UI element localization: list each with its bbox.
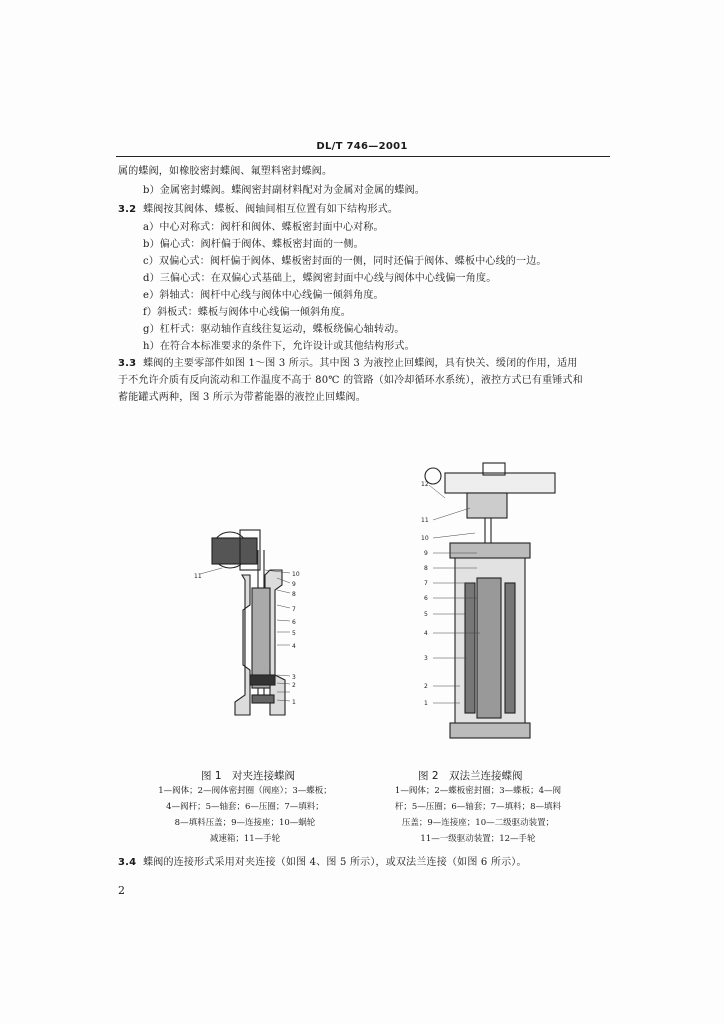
form-item: h）在符合本标准要求的条件下，允许设计或其他结构形式。 — [143, 341, 415, 352]
section-text: 蝶阀按其阀体、蝶板、阀轴间相互位置有如下结构形式。 — [143, 204, 399, 215]
figure-1-caption: 图 1 对夹连接蝶阀 — [201, 770, 296, 782]
part-label: 1 — [292, 699, 296, 706]
disc — [252, 588, 270, 688]
part-label: 10 — [292, 571, 300, 578]
part-label: 4 — [292, 643, 296, 650]
part-label: 3 — [292, 674, 296, 681]
legend-line: 压盖；9—连接座；10—二级驱动装置； — [401, 818, 555, 828]
part-label: 6 — [424, 595, 428, 602]
part-label: 8 — [292, 591, 296, 598]
header-rule — [116, 156, 610, 157]
section-number: 3.2 — [118, 204, 137, 215]
secondary-drive — [445, 473, 555, 493]
legend-line: 1—阀体；2—阀体密封圈（阀座）；3—蝶板； — [158, 786, 332, 796]
legend-line: 1—阀体；2—蝶板密封圈；3—蝶板；4—阀 — [394, 786, 562, 796]
section-3-3-line: 蓄能罐式两种，图 3 所示为带蓄能器的液控止回蝶阀。 — [118, 392, 366, 403]
section-text: 蝶阀的连接形式采用对夹连接（如图 4、图 5 所示），或双法兰连接（如图 6 所示）。 — [143, 857, 527, 868]
part-label: 11 — [194, 573, 202, 580]
part-label: 7 — [424, 580, 428, 587]
legend-line: 4—阀杆；5—轴套；6—压圈；7—填料； — [166, 802, 324, 812]
figure-2-legend — [378, 783, 578, 847]
disc — [477, 578, 501, 718]
standard-code-header: DL/T 746—2001 — [316, 141, 408, 152]
legend-line: 8—填料压盖；9—连接座；10—蜗轮 — [174, 818, 316, 828]
legend-line: 杆；5—压圈；6—轴套；7—填料；8—填料 — [394, 802, 562, 812]
form-item: d）三偏心式：在双偏心式基础上，蝶阀密封面中心线与阀体中心线偏一角度。 — [143, 273, 497, 284]
part-label: 10 — [421, 535, 429, 542]
part-label: 1 — [424, 700, 428, 707]
part-label: 5 — [292, 630, 296, 637]
part-label: 6 — [292, 619, 296, 626]
figure-1-wafer-valve-drawing — [140, 470, 315, 720]
part-label: 2 — [424, 683, 428, 690]
form-item: f）斜板式：蝶板与阀体中心线偏一倾斜角度。 — [143, 307, 351, 318]
section-3-4 — [118, 856, 527, 869]
part-label: 11 — [421, 517, 429, 524]
primary-drive — [467, 493, 507, 518]
legend-line: 11—一级驱动装置；12—手轮 — [420, 834, 536, 844]
item-b-metal-seal: b）金属密封蝶阀。蝶阀密封副材料配对为金属对金属的蝶阀。 — [143, 185, 426, 196]
form-item: g）杠杆式：驱动轴作直线往复运动，蝶板绕偏心轴转动。 — [143, 324, 405, 335]
section-3-3-line: 于不允许介质有反向流动和工作温度不高于 80℃ 的管路（如冷却循环水系统），液控方式已有重锤式和 — [118, 375, 583, 386]
worm-gearbox — [212, 538, 257, 564]
section-number: 3.4 — [118, 857, 137, 868]
part-label: 9 — [424, 550, 428, 557]
part-label: 4 — [424, 630, 428, 637]
body-line-continuation: 属的蝶阀，如橡胶密封蝶阀、氟塑料密封蝶阀。 — [118, 166, 333, 177]
legend-line: 减速箱；11—手轮 — [209, 834, 281, 844]
part-label: 9 — [292, 581, 296, 588]
form-item: c）双偏心式：阀杆偏于阀体、蝶板密封面的一侧，同时还偏于阀体、蝶板中心线的一边。 — [143, 256, 547, 267]
part-label: 7 — [292, 606, 296, 613]
figure-1-legend — [150, 783, 340, 847]
part-label: 5 — [424, 611, 428, 618]
form-item: a）中心对称式：阀杆和阀体、蝶板密封面中心对称。 — [143, 222, 384, 233]
form-item: e）斜轴式：阀杆中心线与阀体中心线偏一倾斜角度。 — [143, 290, 384, 301]
section-3-2 — [118, 203, 398, 216]
page-number: 2 — [118, 884, 125, 897]
form-item: b）偏心式：阀杆偏于阀体、蝶板密封面的一侧。 — [143, 239, 364, 250]
figure-2-flanged-valve-drawing — [415, 458, 565, 748]
section-text: 蝶阀的主要零部件如图 1～图 3 所示。其中图 3 为液控止回蝶阀，具有快关、缓闭的作用，适用 — [143, 358, 578, 369]
part-label: 8 — [424, 565, 428, 572]
part-label: 12 — [421, 481, 429, 488]
section-3-3 — [118, 357, 577, 370]
part-label: 3 — [424, 655, 428, 662]
section-number: 3.3 — [118, 358, 137, 369]
valve-body-left — [235, 575, 250, 715]
figure-2-caption: 图 2 双法兰连接蝶阀 — [418, 770, 523, 782]
part-label: 2 — [292, 682, 296, 689]
